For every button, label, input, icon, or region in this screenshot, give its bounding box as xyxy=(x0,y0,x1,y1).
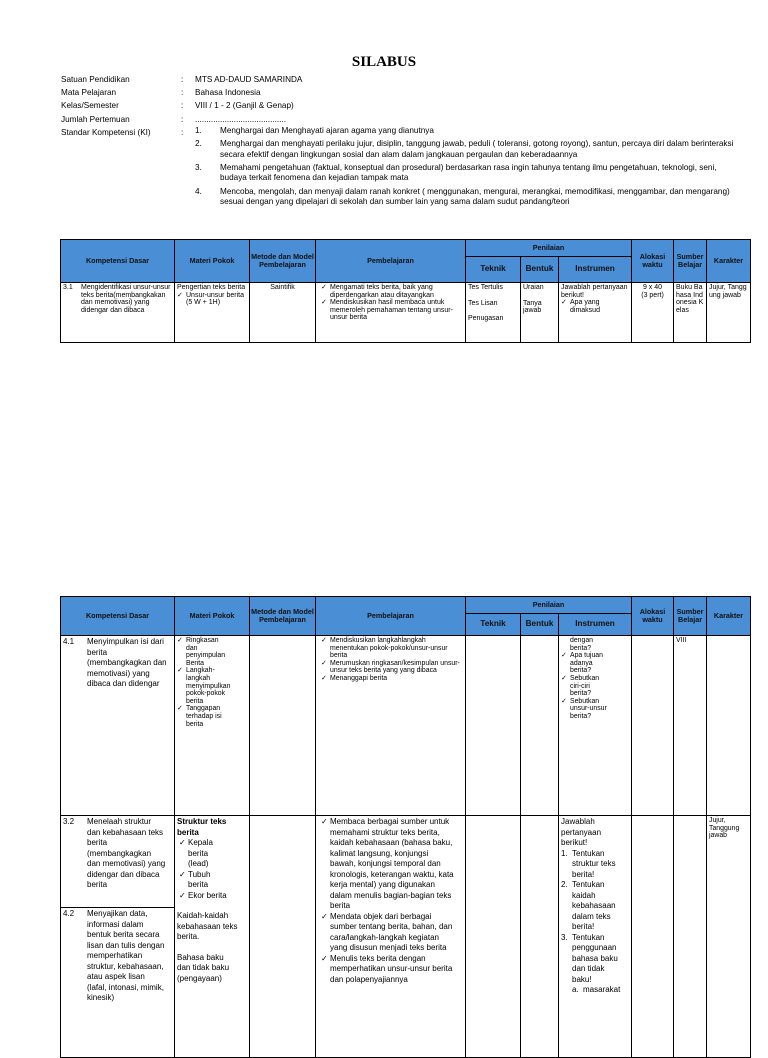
kd-cell xyxy=(61,283,175,343)
alokasi-note: (3 pert) xyxy=(641,291,664,299)
meta-label: Jumlah Pertemuan xyxy=(61,114,130,124)
pembelajaran-item: ✓ Merumuskan ringkasan/kesimpulan unsur-unsur teks berita yang yang dibaca xyxy=(321,660,463,675)
karakter-cell: Jujur, Tanggung jawab xyxy=(707,816,751,1058)
header-penilaian: Penilaian xyxy=(466,240,632,257)
meta-colon: : xyxy=(181,75,184,84)
ki-number: 1. xyxy=(195,125,202,135)
instrumen-subitem xyxy=(561,985,623,996)
sumber-cell: VIII xyxy=(674,636,707,816)
item-number: 1. xyxy=(561,848,568,858)
instrumen-item: ✓ Apa yang dimaksud xyxy=(561,299,629,314)
alokasi-cell xyxy=(632,636,674,816)
ki-number: 2. xyxy=(195,139,202,149)
materi-paragraph: Kaidah-kaidah kebahasaan teks berita. xyxy=(177,911,238,941)
syllabus-table-1 xyxy=(60,239,751,343)
item-text: Tentukan penggunaan bahasa baku dan tidak baku! xyxy=(572,932,618,984)
pembelajaran-cell xyxy=(316,636,466,816)
ki-text: Menghargai dan menghayati perilaku jujur, disiplin, tanggung jawab, peduli ( toleransi, gotong royong), santun, percaya diri dalam berinteraksi secara efektif dengan lingkungan sosial dan alam dalam jangkauan pergaulan dan keberadaannya xyxy=(220,139,734,159)
instrumen-cell xyxy=(559,636,632,816)
pembelajaran-item: ✓ Menulis teks berita dengan memperhatikan unsur-unsur berita dan polapenyajiannya xyxy=(321,954,455,986)
meta-value: ........................................ xyxy=(195,114,286,124)
table-row xyxy=(61,816,751,908)
ki-number: 3. xyxy=(195,163,202,173)
materi-item: ✓ Ekor berita xyxy=(179,891,247,902)
item-number: 3. xyxy=(561,932,568,942)
alokasi-cell xyxy=(632,283,674,343)
header-materi: Materi Pokok xyxy=(175,597,250,636)
kd-cell xyxy=(61,636,175,816)
pembelajaran-item: ✓ Membaca berbagai sumber untuk memahami struktur teks berita, kaidah kebahasaan (bahasa baku, kalimat langsung, konjungsi bawah, konjungsi temporal dan kronologis, keterangan waktu, kata kerja mental) yang digunakan dalam menulis bagian-bagian teks berita xyxy=(321,817,455,912)
meta-label: Mata Pelajaran xyxy=(61,88,117,98)
header-teknik: Teknik xyxy=(466,257,521,283)
header-karakter: Karakter xyxy=(707,240,751,283)
materi-paragraph: Bahasa baku dan tidak baku (pengayaan) xyxy=(177,952,230,983)
meta-label: Satuan Pendidikan xyxy=(61,75,130,84)
instrumen-item xyxy=(561,880,623,933)
alokasi-value: 9 x 40 xyxy=(642,284,663,291)
header-teknik: Teknik xyxy=(466,614,521,636)
pembelajaran-item: ✓ Mendiskusikan langkahlangkah menentukan pokok-pokok/unsur-unsur berita xyxy=(321,637,463,660)
teknik-item: Tes Lisan xyxy=(468,299,498,307)
item-text: Tentukan kaidah kebahasaan dalam teks berita! xyxy=(572,880,616,931)
materi-title: Struktur teks berita xyxy=(177,817,227,837)
ki-item xyxy=(195,187,741,208)
ki-text: Menghargai dan Menghayati ajaran agama yang dianutnya xyxy=(220,125,434,135)
header-instrumen: Instrumen xyxy=(559,614,632,636)
ki-list-container xyxy=(195,126,741,211)
header-metode: Metode dan Model Pembelajaran xyxy=(250,597,316,636)
meta-row xyxy=(61,113,741,126)
materi-line: Pengertian teks berita xyxy=(177,284,246,291)
karakter-cell: Jujur, Tanggung jawab xyxy=(707,283,751,343)
teknik-item: Penugasan xyxy=(468,315,504,322)
instrumen-cell xyxy=(559,816,632,1058)
meta-row xyxy=(61,99,741,112)
header-sumber: Sumber Belajar xyxy=(674,597,707,636)
pembelajaran-item: ✓ Mengamati teks berita, baik yang diperdengarkan atau ditayangkan xyxy=(321,284,463,299)
alokasi-cell xyxy=(632,816,674,1058)
instrumen-item: ✓ Sebutkan unsur-unsur berita? xyxy=(561,698,609,721)
kd-text: Mengidentifikasi unsur-unsur teks berita(membangkakan dan memotivasi) yang didengar dan dibaca xyxy=(81,284,171,314)
ki-item xyxy=(195,139,741,160)
item-number: 2. xyxy=(561,880,568,889)
pembelajaran-item: ✓ Mendata objek dari berbagai sumber tentang berita, bahan, dan cara/langkah-langkah kegiatan yang disusun menjadi teks berita xyxy=(321,912,455,954)
sumber-cell: Buku Bahasa Indonesia Kelas xyxy=(674,283,707,343)
header-penilaian: Penilaian xyxy=(466,597,632,614)
table-row xyxy=(61,283,751,343)
ki-text: Mencoba, mengolah, dan menyaji dalam ranah konkret ( menggunakan, mengurai, merangkai, memodifikasi, menggambar, dan mengarang) sesuai dengan yang dipelajari di sekolah dan sumber lain yang sama dalam sudut pandang/teori xyxy=(220,186,730,207)
meta-colon: : xyxy=(181,101,184,111)
kd-text: Menyimpulkan isi dari berita (membangkagkan dan memotivasi) yang dibaca dan didengar xyxy=(87,637,167,688)
instrumen-line: dengan berita? xyxy=(570,637,593,652)
materi-item: ✓ Tubuh berita xyxy=(179,870,227,891)
materi-item: ✓ Ringkasan dan penyimpulan Berita xyxy=(177,637,227,667)
instrumen-item: ✓ Apa tujuan adanya berita? xyxy=(561,652,609,675)
pembelajaran-item: ✓ Mendiskusikan hasil membaca untuk memeroleh pemahaman tentang unsur-unsur berita xyxy=(321,299,463,322)
materi-item: ✓ Tanggapan terhadap isi berita xyxy=(177,705,231,728)
meta-label: Kelas/Semester xyxy=(61,101,119,111)
kd-cell xyxy=(61,816,175,908)
ki-text: Memahami pengetahuan (faktual, konseptual dan prosedural) berdasarkan rasa ingin tahunya tentang ilmu pengetahuan, teknologi, seni, budaya terkait fenomena dan kejadian tampak mata xyxy=(220,163,717,183)
materi-item: ✓ Unsur-unsur berita (5 W + 1H) xyxy=(177,292,247,307)
pembelajaran-cell xyxy=(316,283,466,343)
bentuk-item: Uraian xyxy=(523,284,544,291)
syllabus-meta xyxy=(61,73,741,211)
pembelajaran-cell xyxy=(316,816,466,1058)
header-kd: Kompetensi Dasar xyxy=(61,240,175,283)
kd-number: 4.2 xyxy=(63,909,75,918)
ki-list xyxy=(195,126,741,208)
meta-label: Standar Kompetensi (KI) xyxy=(61,127,151,137)
kd-cell xyxy=(61,908,175,1058)
kd-number: 3.1 xyxy=(63,284,73,291)
materi-cell xyxy=(175,816,250,1058)
header-karakter: Karakter xyxy=(707,597,751,636)
instrumen-cell xyxy=(559,283,632,343)
page-title: SILABUS xyxy=(351,54,417,70)
header-pembelajaran: Pembelajaran xyxy=(316,597,466,636)
header-materi: Materi Pokok xyxy=(175,240,250,283)
sumber-cell xyxy=(674,816,707,1058)
kd-text: Menelaah struktur dan kebahasaan teks berita (membangkagkan dan memotivasi) yang didengar dan dibaca berita xyxy=(87,817,166,889)
meta-value: Bahasa Indonesia xyxy=(195,88,261,98)
header-pembelajaran: Pembelajaran xyxy=(316,240,466,283)
ki-number: 4. xyxy=(195,186,202,196)
teknik-cell xyxy=(466,283,521,343)
kd-number: 4.1 xyxy=(63,637,75,646)
instrumen-item xyxy=(561,933,623,986)
header-instrumen: Instrumen xyxy=(559,257,632,283)
table-row xyxy=(61,636,751,816)
header-kd: Kompetensi Dasar xyxy=(61,597,175,636)
header-alokasi: Alokasi waktu xyxy=(632,240,674,283)
header-metode: Metode dan Model Pembelajaran xyxy=(250,240,316,283)
kd-text: Menyajikan data, informasi dalam bentuk berita secara lisan dan tulis dengan memperhatikan struktur, kebahasaan, atau aspek lisan (lafal, intonasi, mimik, kinesik) xyxy=(87,909,165,1002)
metode-cell xyxy=(250,816,316,1058)
materi-cell xyxy=(175,636,250,816)
karakter-cell xyxy=(707,636,751,816)
bentuk-cell xyxy=(521,283,559,343)
item-text: Tentukan struktur teks berita! xyxy=(572,848,616,879)
item-number: a. xyxy=(572,985,579,994)
metode-cell xyxy=(250,636,316,816)
meta-colon: : xyxy=(181,114,184,124)
item-text: masarakat xyxy=(583,985,621,994)
teknik-cell xyxy=(466,636,521,816)
header-bentuk: Bentuk xyxy=(521,614,559,636)
meta-colon: : xyxy=(181,88,184,98)
materi-item: ✓ Kepala berita (lead) xyxy=(179,838,227,870)
header-alokasi: Alokasi waktu xyxy=(632,597,674,636)
ki-item xyxy=(195,163,741,184)
syllabus-table-2 xyxy=(60,596,751,1058)
meta-row xyxy=(61,126,741,211)
instrumen-line: Jawablah pertanyaan berikut! xyxy=(561,284,628,299)
teknik-item: Tes Tertulis xyxy=(468,284,503,291)
metode-cell: Saintifik xyxy=(250,283,316,343)
instrumen-item: ✓ Sebutkan ciri-ciri berita? xyxy=(561,675,609,698)
ki-item xyxy=(195,126,741,136)
materi-item: ✓ Langkah-langkah menyimpulkan pokok-pokok berita xyxy=(177,667,231,705)
bentuk-cell xyxy=(521,636,559,816)
header-sumber: Sumber Belajar xyxy=(674,240,707,283)
meta-colon: : xyxy=(181,127,184,137)
instrumen-line: Jawablah pertanyaan berikut! xyxy=(561,817,602,847)
bentuk-item: Tanya jawab xyxy=(523,299,542,314)
header-bentuk: Bentuk xyxy=(521,257,559,283)
bentuk-cell xyxy=(521,816,559,1058)
meta-value: VIII / 1 - 2 (Ganjil & Genap) xyxy=(195,101,294,111)
pembelajaran-item: ✓ Menanggapi berita xyxy=(321,675,463,683)
meta-value: MTS AD-DAUD SAMARINDA xyxy=(195,75,303,84)
instrumen-item xyxy=(561,849,623,881)
meta-row xyxy=(61,86,741,99)
teknik-cell xyxy=(466,816,521,1058)
kd-number: 3.2 xyxy=(63,817,75,826)
materi-cell xyxy=(175,283,250,343)
meta-row xyxy=(61,73,741,86)
